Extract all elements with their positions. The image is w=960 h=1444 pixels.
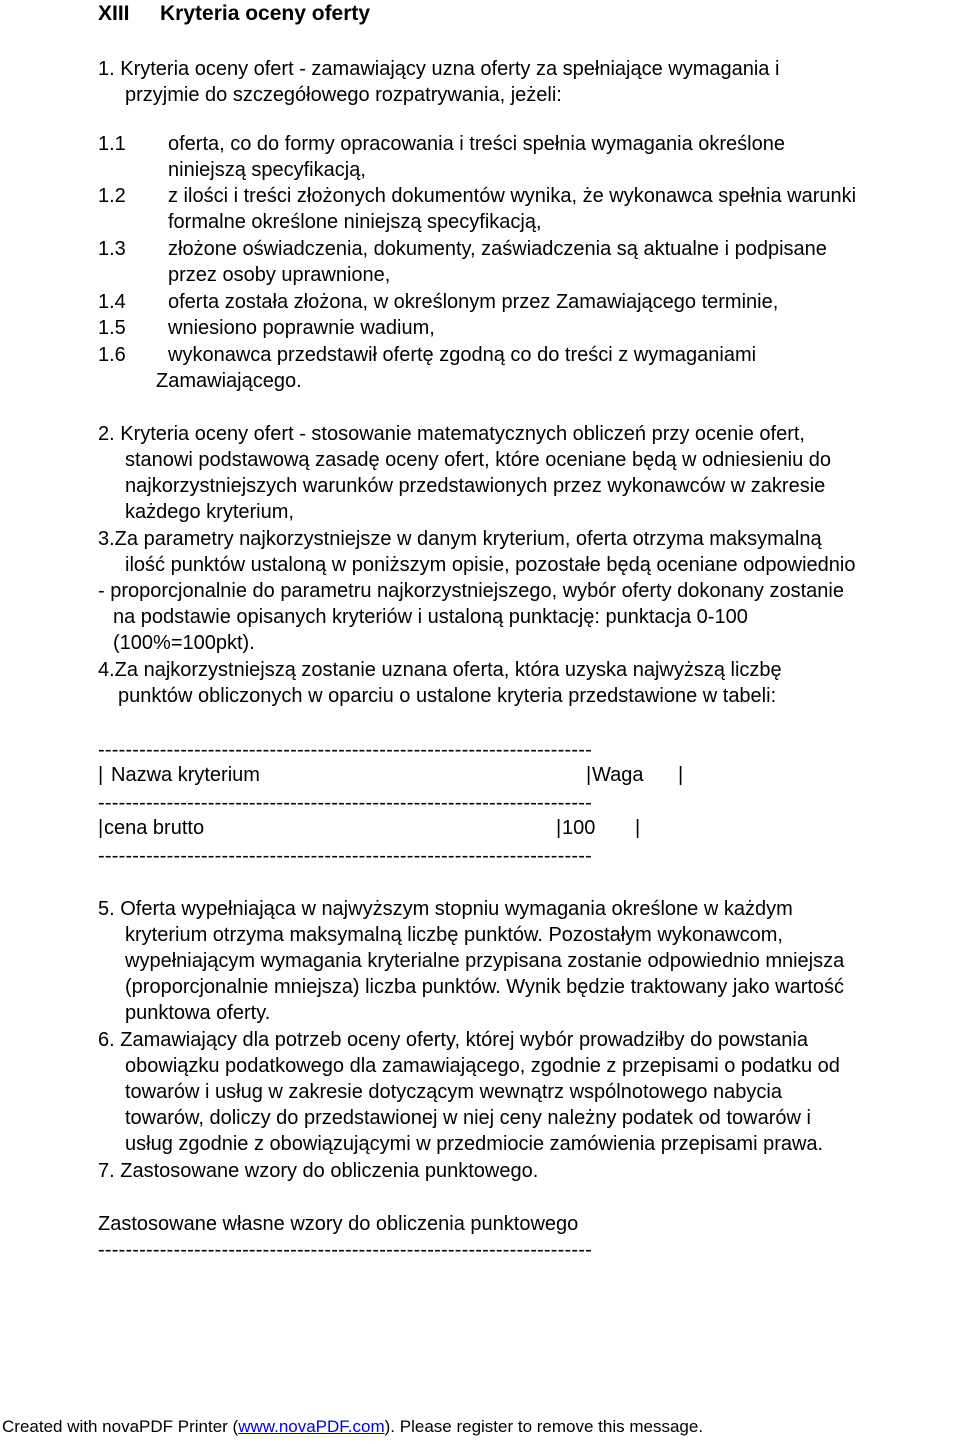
table-border-left: | — [98, 764, 104, 786]
table-cell-weight: 100 — [562, 817, 596, 839]
p6-line-2: obowiązku podatkowego dla zamawiającego, zgodnie z przepisami o podatku od — [125, 1055, 840, 1077]
sub-1-5-line-1: wniesiono poprawnie wadium, — [168, 317, 435, 339]
table-border-mid: | — [556, 817, 562, 839]
p2-line-2: stanowi podstawową zasadę oceny ofert, które oceniane będą w odniesieniu do — [125, 449, 832, 471]
sub-1-4-line-1: oferta została złożona, w określonym przez Zamawiającego terminie, — [168, 291, 779, 313]
p5-line-3: wypełniającym wymagania kryterialne przypisana zostanie odpowiednio mniejsza — [125, 950, 845, 972]
sub-1-3-line-1: złożone oświadczenia, dokumenty, zaświadczenia są aktualne i podpisane — [168, 238, 827, 260]
p3-line-3: - proporcjonalnie do parametru najkorzystniejszego, wybór oferty dokonany zostanie — [98, 580, 844, 602]
sub-1-3-line-2: przez osoby uprawnione, — [168, 264, 391, 286]
novapdf-footer — [2, 1416, 703, 1438]
p7-line: 7. Zastosowane wzory do obliczenia punktowego. — [98, 1160, 539, 1182]
p3-line-4: na podstawie opisanych kryteriów i ustaloną punktację: punktacja 0-100 — [113, 606, 748, 628]
p6-line-3: towarów i usług w zakresie dotyczącym wewnątrz wspólnotowego nabycia — [125, 1081, 782, 1103]
table-header-name: Nazwa kryterium — [111, 764, 260, 786]
p5-line-4: (proporcjonalnie mniejsza) liczba punktów. Wynik będzie traktowany jako wartość — [125, 976, 845, 998]
footer-text-after: ). Please register to remove this message. — [384, 1417, 704, 1436]
sub-1-5-number: 1.5 — [98, 317, 126, 339]
p6-line-5: usług zgodnie z obowiązującymi w przedmiocie zamówienia przepisami prawa. — [125, 1133, 824, 1155]
p4-line-1: 4.Za najkorzystniejszą zostanie uznana oferta, która uzyska najwyższą liczbę — [98, 659, 782, 681]
p3-line-2: ilość punktów ustaloną w poniższym opisie, pozostałe będą oceniane odpowiednio — [125, 554, 856, 576]
sub-1-2-line-2: formalne określone niniejszą specyfikacją, — [168, 211, 542, 233]
novapdf-link[interactable]: www.novaPDF.com — [238, 1417, 385, 1436]
table-border-right: | — [635, 817, 641, 839]
footer-text-before: Created with novaPDF Printer ( — [2, 1417, 239, 1436]
table-border-mid: | — [586, 764, 592, 786]
sub-1-4-number: 1.4 — [98, 291, 126, 313]
p3-line-5: (100%=100pkt). — [113, 632, 255, 654]
sub-1-1-number: 1.1 — [98, 133, 126, 155]
table-rule-top: ------------------------------------------------------------------------ — [98, 739, 592, 761]
sub-1-2-line-1: z ilości i treści złożonych dokumentów wynika, że wykonawca spełnia warunki — [168, 185, 857, 207]
p1-line-1: 1. Kryteria oceny ofert - zamawiający uzna oferty za spełniające wymagania i — [98, 58, 780, 80]
p5-line-5: punktowa oferty. — [125, 1002, 271, 1024]
table-border-left: | — [98, 817, 104, 839]
p2-line-1: 2. Kryteria oceny ofert - stosowanie matematycznych obliczeń przy ocenie ofert, — [98, 423, 805, 445]
p6-line-4: towarów, doliczy do przedstawionej w niej ceny należny podatek od towarów i — [125, 1107, 811, 1129]
p1-line-2: przyjmie do szczegółowego rozpatrywania, jeżeli: — [125, 84, 562, 106]
sub-1-6-number: 1.6 — [98, 344, 126, 366]
p5-line-2: kryterium otrzyma maksymalną liczbę punktów. Pozostałym wykonawcom, — [125, 924, 783, 946]
sub-1-1-line-2: niniejszą specyfikacją, — [168, 159, 366, 181]
sub-1-3-number: 1.3 — [98, 238, 126, 260]
table-rule-mid: ------------------------------------------------------------------------ — [98, 792, 592, 814]
sub-1-2-number: 1.2 — [98, 185, 126, 207]
table-cell-name: cena brutto — [104, 817, 205, 839]
p5-line-1: 5. Oferta wypełniająca w najwyższym stopniu wymagania określone w każdym — [98, 898, 793, 920]
section-number: XIII — [98, 2, 130, 25]
table-border-right: | — [678, 764, 684, 786]
sub-1-6-line-2: Zamawiającego. — [156, 370, 302, 392]
p4-line-2: punktów obliczonych w oparciu o ustalone kryteria przedstawione w tabeli: — [118, 685, 777, 707]
sub-1-6-line-1: wykonawca przedstawił ofertę zgodną co do treści z wymaganiami — [168, 344, 757, 366]
p6-line-1: 6. Zamawiający dla potrzeb oceny oferty, której wybór prowadziłby do powstania — [98, 1029, 808, 1051]
table-rule-bottom: ------------------------------------------------------------------------ — [98, 845, 592, 867]
p3-line-1: 3.Za parametry najkorzystniejsze w danym kryterium, oferta otrzyma maksymalną — [98, 528, 822, 550]
own-formulas-rule: ------------------------------------------------------------------------ — [98, 1239, 592, 1261]
p2-line-3: najkorzystniejszych warunków przedstawionych przez wykonawców w zakresie — [125, 475, 826, 497]
section-title: Kryteria oceny oferty — [160, 2, 371, 25]
own-formulas-label: Zastosowane własne wzory do obliczenia punktowego — [98, 1213, 579, 1235]
p2-line-4: każdego kryterium, — [125, 501, 294, 523]
table-header-weight: Waga — [592, 764, 644, 786]
sub-1-1-line-1: oferta, co do formy opracowania i treści spełnia wymagania określone — [168, 133, 785, 155]
